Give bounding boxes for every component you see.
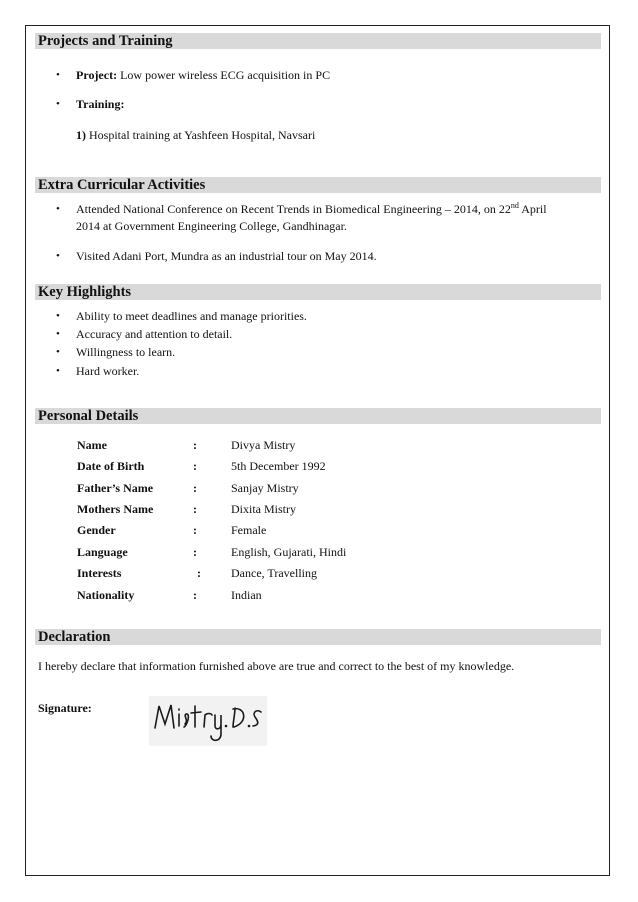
highlight-text: Accuracy and attention to detail. [76, 327, 233, 341]
personal-label: Father’s Name [77, 481, 154, 495]
extra-item-1-text-a: Attended National Conference on Recent Trends in Biomedical Engineering – 2014, on 22 [76, 202, 511, 216]
bullet-icon: • [56, 310, 60, 322]
bullet-icon: • [56, 365, 60, 377]
personal-row [77, 480, 577, 496]
signature-label: Signature: [38, 701, 92, 715]
highlight-text: Hard worker. [76, 364, 140, 378]
extra-item-1-text-b: April [518, 202, 547, 216]
declaration-heading: Declaration [35, 629, 601, 645]
training-num: 1) [76, 128, 86, 142]
personal-heading: Personal Details [35, 408, 601, 424]
personal-row [77, 437, 577, 453]
training-item [76, 127, 315, 143]
personal-row [77, 522, 577, 538]
personal-colon: : [193, 588, 197, 602]
bullet-icon: • [56, 346, 60, 358]
bullet-icon: • [56, 328, 60, 340]
extra-heading: Extra Curricular Activities [35, 177, 601, 193]
personal-row [77, 544, 577, 560]
personal-row [77, 587, 577, 603]
personal-row [77, 501, 577, 517]
personal-label: Language [77, 545, 128, 559]
personal-colon: : [193, 459, 197, 473]
personal-label: Name [77, 438, 107, 452]
highlight-text: Ability to meet deadlines and manage priorities. [76, 309, 307, 323]
project-label: Project: [76, 68, 118, 82]
resume-page [25, 25, 610, 876]
personal-colon: : [193, 545, 197, 559]
personal-label: Mothers Name [77, 502, 154, 516]
personal-value: Female [231, 523, 267, 537]
personal-value: English, Gujarati, Hindi [231, 545, 347, 559]
personal-colon: : [193, 502, 197, 516]
signature-svg [149, 696, 267, 746]
personal-value: Dance, Travelling [231, 566, 317, 580]
personal-colon: : [197, 566, 201, 580]
personal-label: Date of Birth [77, 459, 145, 473]
personal-colon: : [193, 481, 197, 495]
highlights-heading: Key Highlights [35, 284, 601, 300]
personal-row [77, 458, 577, 474]
training-label: Training: [76, 97, 125, 111]
projects-heading: Projects and Training [35, 33, 601, 49]
extra-item-1-line2: 2014 at Government Engineering College, Gandhinagar. [76, 219, 347, 233]
personal-label: Gender [77, 523, 116, 537]
bullet-icon: • [56, 203, 60, 215]
personal-value: Dixita Mistry [231, 502, 296, 516]
personal-label: Interests [77, 566, 122, 580]
highlight-text: Willingness to learn. [76, 345, 176, 359]
personal-value: Divya Mistry [231, 438, 296, 452]
personal-value: Sanjay Mistry [231, 481, 299, 495]
personal-colon: : [193, 438, 197, 452]
declaration-text: I hereby declare that information furnished above are true and correct to the best of my knowledge. [38, 659, 515, 673]
bullet-icon: • [56, 69, 60, 81]
project-text: Low power wireless ECG acquisition in PC [120, 68, 331, 82]
personal-value: Indian [231, 588, 262, 602]
personal-row [77, 565, 577, 581]
training-text: Hospital training at Yashfeen Hospital, Navsari [89, 128, 316, 142]
personal-colon: : [193, 523, 197, 537]
bullet-icon: • [56, 98, 60, 110]
signature-image [149, 696, 267, 746]
extra-item-2-text: Visited Adani Port, Mundra as an industrial tour on May 2014. [76, 249, 377, 263]
bullet-icon: • [56, 250, 60, 262]
extra-item-1-sup: nd [510, 201, 519, 210]
personal-label: Nationality [77, 588, 135, 602]
personal-value: 5th December 1992 [231, 459, 326, 473]
